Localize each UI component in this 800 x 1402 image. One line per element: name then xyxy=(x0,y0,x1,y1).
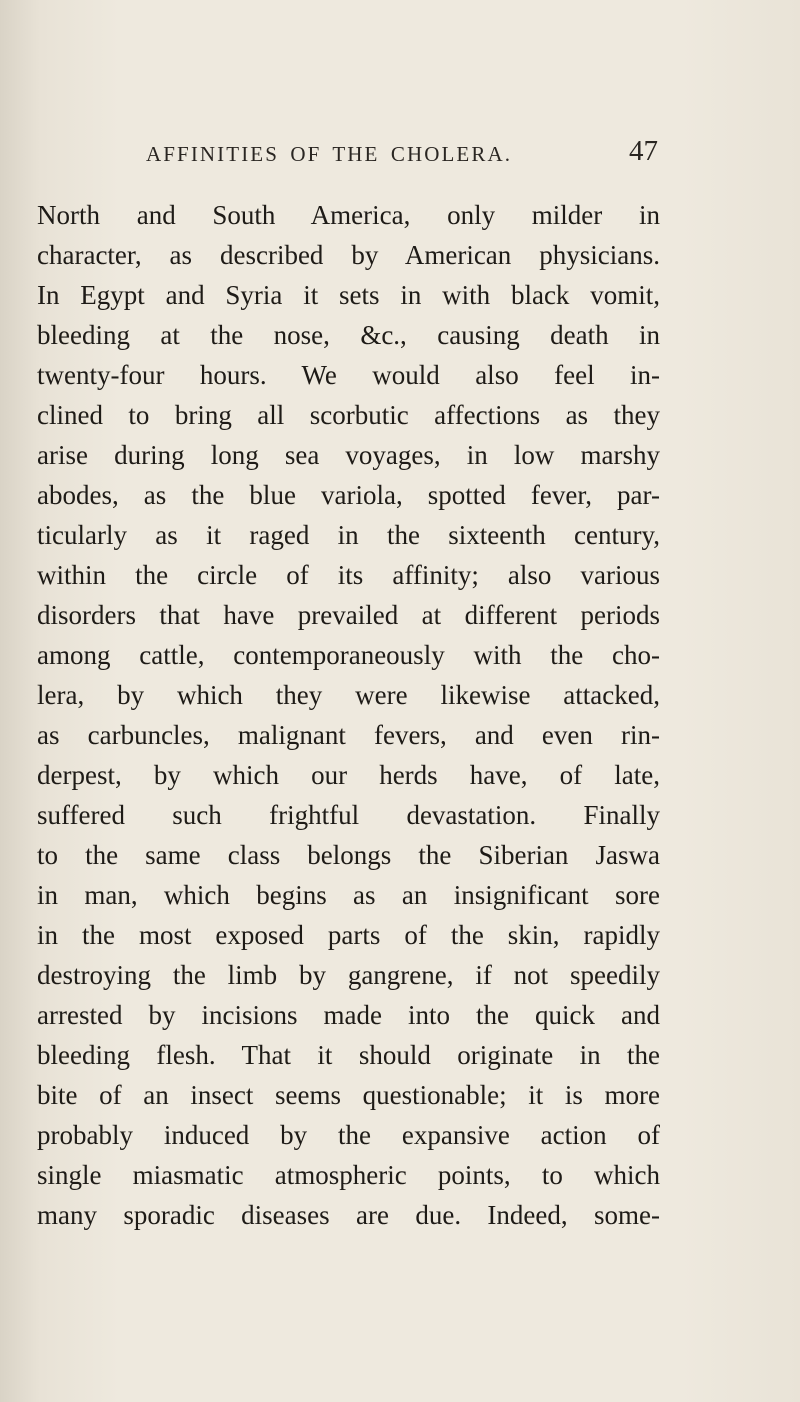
text-line: in the most exposed parts of the skin, rapidly xyxy=(37,920,660,950)
text-line: clined to bring all scorbutic affections as they xyxy=(37,400,660,430)
text-line: single miasmatic atmospheric points, to which xyxy=(37,1160,660,1190)
text-line: destroying the limb by gangrene, if not speedily xyxy=(37,960,660,990)
text-line: ticularly as it raged in the sixteenth century, xyxy=(37,520,660,550)
running-title: AFFINITIES OF THE CHOLERA. xyxy=(146,142,513,166)
text-line: many sporadic diseases are due. Indeed, some- xyxy=(37,1200,660,1230)
text-line: within the circle of its affinity; also various xyxy=(37,560,660,590)
text-line: In Egypt and Syria it sets in with black vomit, xyxy=(37,280,660,310)
text-line: suffered such frightful devastation. Finally xyxy=(37,800,660,830)
text-line: bite of an insect seems questionable; it is more xyxy=(37,1080,660,1110)
text-line: North and South America, only milder in xyxy=(37,200,660,230)
text-line: abodes, as the blue variola, spotted fever, par- xyxy=(37,480,660,510)
text-line: twenty-four hours. We would also feel in- xyxy=(37,360,660,390)
text-line: as carbuncles, malignant fevers, and even rin- xyxy=(37,720,660,750)
text-line: character, as described by American physicians. xyxy=(37,240,660,270)
text-line: probably induced by the expansive action of xyxy=(37,1120,660,1150)
text-line: bleeding at the nose, &c., causing death in xyxy=(37,320,660,350)
text-line: arrested by incisions made into the quick and xyxy=(37,1000,660,1030)
text-line: to the same class belongs the Siberian Jaswa xyxy=(37,840,660,870)
page-header xyxy=(0,135,800,182)
text-line: in man, which begins as an insignificant sore xyxy=(37,880,660,910)
text-line: disorders that have prevailed at different periods xyxy=(37,600,660,630)
text-line: arise during long sea voyages, in low marshy xyxy=(37,440,660,470)
text-line: lera, by which they were likewise attacked, xyxy=(37,680,660,710)
text-line: bleeding flesh. That it should originate in the xyxy=(37,1040,660,1070)
page-number: 47 xyxy=(629,135,658,167)
text-line: among cattle, contemporaneously with the cho- xyxy=(37,640,660,670)
text-line: derpest, by which our herds have, of late, xyxy=(37,760,660,790)
